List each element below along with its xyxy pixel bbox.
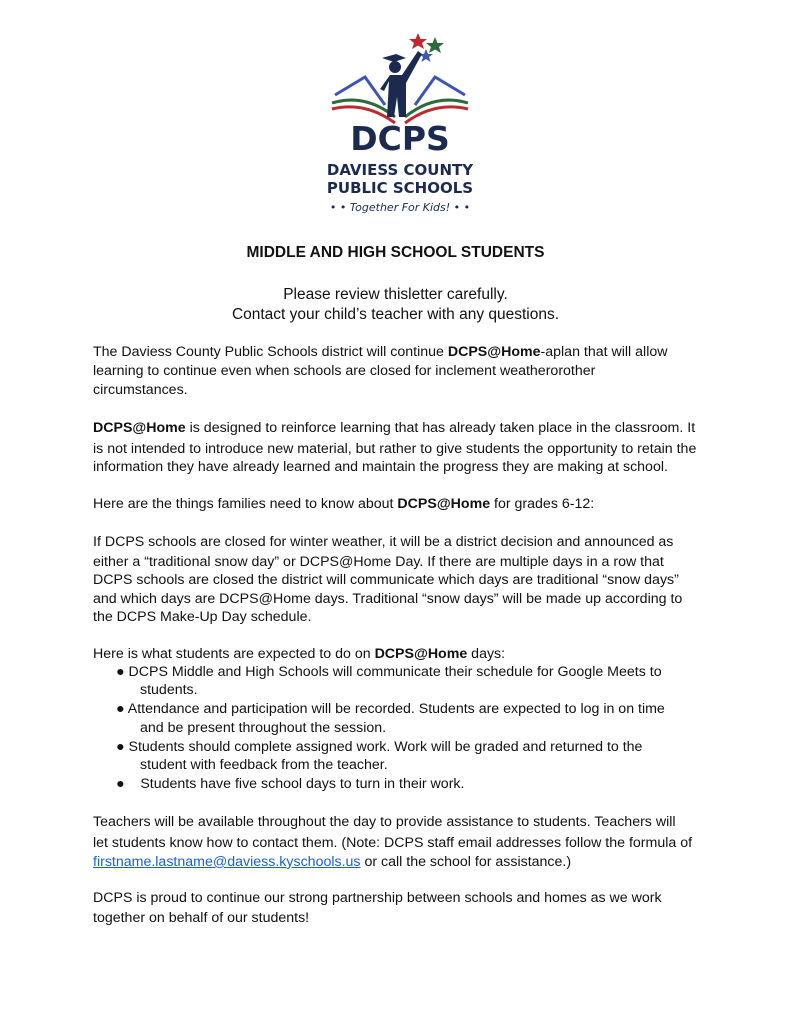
text: -aplan that will allow — [540, 344, 668, 360]
red-star-icon — [409, 33, 427, 49]
paragraph-line: either a “traditional snow day” or DCPS@Home Day. If there are multiple days in a row that — [93, 554, 664, 570]
text: Here is what students are expected to do on — [93, 646, 375, 662]
bullet-item: ● Students have five school days to turn in their work. — [116, 776, 465, 792]
paragraph-line: Teachers will be available throughout the day to provide assistance to students. Teachers will — [93, 814, 676, 830]
svg-text:PUBLIC SCHOOLS: PUBLIC SCHOOLS — [326, 179, 474, 197]
svg-text:DAVIESS COUNTY: DAVIESS COUNTY — [326, 161, 474, 179]
paragraph-line — [93, 419, 695, 437]
dcps-logo — [310, 25, 490, 220]
bullet-item-cont: students. — [140, 682, 198, 698]
dcps-home-bold: DCPS@Home — [447, 344, 541, 360]
text: The Daviess County Public Schools district will continue — [93, 344, 448, 360]
text: days: — [467, 646, 506, 662]
bullet-item: ● Attendance and participation will be recorded. Students are expected to log in on time — [116, 701, 665, 717]
paragraph-line — [93, 343, 667, 361]
staff-email-link[interactable]: firstname.lastname@daviess.kyschools.us — [93, 854, 361, 870]
paragraph-line: DCPS is proud to continue our strong partnership between schools and homes as we work — [93, 890, 662, 906]
dcps-logo-graphic — [310, 25, 490, 220]
dcps-home-bold: DCPS@Home — [93, 420, 186, 436]
paragraph-line — [93, 645, 505, 663]
text: for grades 6-12: — [490, 496, 595, 512]
svg-text:• • Together For Kids! • •: • • Together For Kids! • • — [329, 201, 471, 214]
text: is designed to reinforce learning that has already taken place in the classroom. It — [185, 420, 696, 436]
bullet-item-cont: and be present throughout the session. — [140, 720, 387, 736]
paragraph-line — [93, 853, 571, 871]
paragraph-line: the DCPS Make-Up Day schedule. — [93, 609, 312, 625]
bullet-item: ● Students should complete assigned work. Work will be graded and returned to the — [116, 739, 643, 755]
page-title: MIDDLE AND HIGH SCHOOL STUDENTS — [246, 244, 545, 261]
text: or call the school for assistance.) — [360, 854, 572, 870]
bullet-item-cont: student with feedback from the teacher. — [140, 757, 388, 773]
bullet-item: ● DCPS Middle and High Schools will communicate their schedule for Google Meets to — [116, 664, 662, 680]
dcps-home-bold: DCPS@Home — [374, 646, 468, 662]
paragraph-line: information they have already learned and maintain the progress they are making at school. — [93, 459, 668, 475]
paragraph-line: and which days are DCPS@Home days. Traditional “snow days” will be made up according to — [93, 591, 683, 607]
green-star-icon — [426, 37, 444, 53]
paragraph-line: If DCPS schools are closed for winter weather, it will be a district decision and announced as — [93, 534, 674, 550]
paragraph-line: let students know how to contact them. (Note: DCPS staff email addresses follow the formula of — [93, 835, 693, 851]
paragraph-line: circumstances. — [93, 382, 188, 398]
intro-line: Please review thisletter carefully. — [283, 286, 508, 303]
paragraph-line: DCPS schools are closed the district will communicate which days are traditional “snow days” — [93, 572, 679, 588]
paragraph-line — [93, 495, 594, 513]
intro-line: Contact your child’s teacher with any questions. — [231, 306, 560, 323]
paragraph-line: learning to continue even when schools are closed for inclement weatherorother — [93, 363, 596, 379]
paragraph-line: is not intended to introduce new material, but rather to give students the opportunity to retain the — [93, 441, 697, 457]
paragraph-line: together on behalf of our students! — [93, 910, 310, 926]
svg-text:DCPS: DCPS — [350, 119, 450, 158]
text: Here are the things families need to know about — [93, 496, 398, 512]
dcps-home-bold: DCPS@Home — [397, 496, 491, 512]
